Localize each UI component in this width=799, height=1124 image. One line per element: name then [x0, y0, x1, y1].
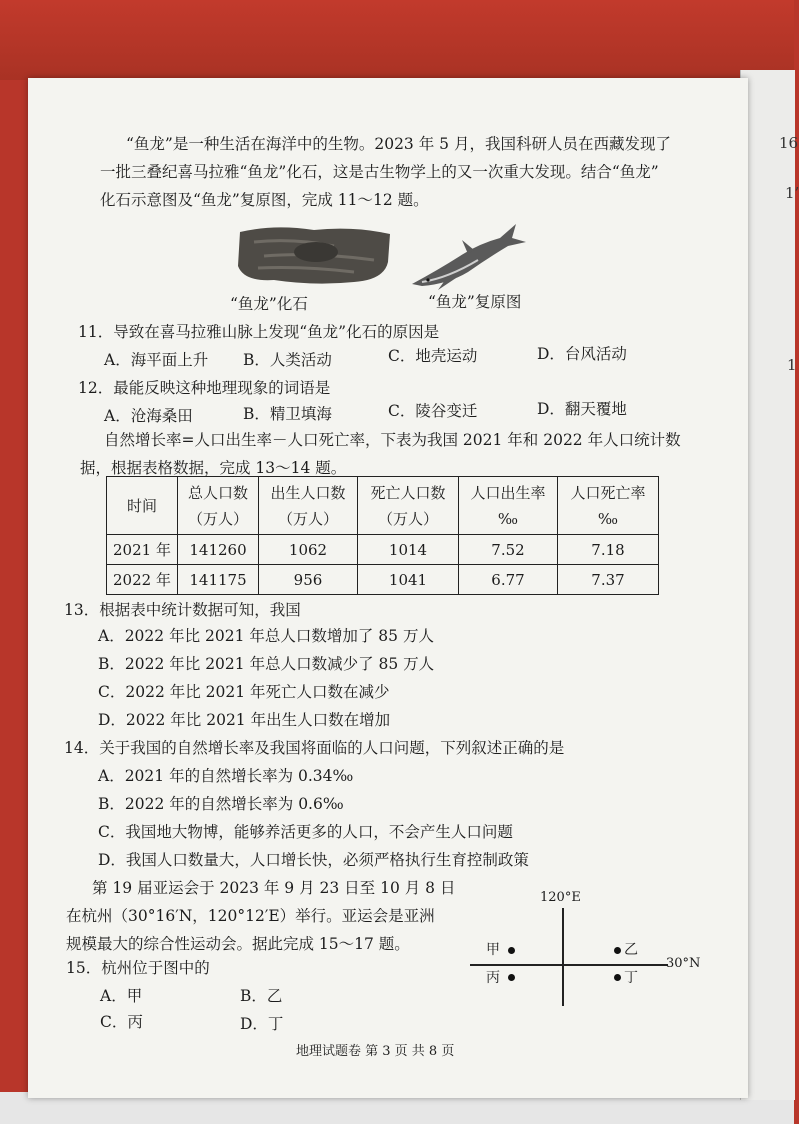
option-a[interactable]: A．2022 年比 2021 年总人口数增加了 85 万人 [98, 627, 434, 645]
intro-line: 据，根据表格数据，完成 13～14 题。 [80, 459, 347, 477]
table-cell: 1062 [259, 535, 358, 565]
header-cell: 人口死亡率 ‰ [558, 477, 659, 535]
latitude-label: 30°N [666, 956, 701, 971]
ichthyosaur-reconstruction-image [408, 218, 528, 292]
point-label-bing: 丙 [486, 970, 500, 986]
table-cell: 141260 [178, 535, 259, 565]
table-cell: 2021 年 [107, 535, 178, 565]
intro-line: 自然增长率=人口出生率－人口死亡率，下表为我国 2021 年和 2022 年人口统计数 [104, 431, 681, 449]
option-a[interactable]: A．2021 年的自然增长率为 0.34‰ [98, 767, 354, 785]
header-cell: 出生人口数 （万人） [259, 477, 358, 535]
reconstruction-caption: “鱼龙”复原图 [428, 293, 522, 311]
intro-line: 规模最大的综合性运动会。据此完成 15～17 题。 [66, 935, 410, 953]
intro-line: 一批三叠纪喜马拉雅“鱼龙”化石，这是古生物学上的又一次重大发现。结合“鱼龙” [100, 163, 659, 181]
option-d[interactable]: D．丁 [240, 1015, 284, 1033]
intro-line: 化石示意图及“鱼龙”复原图，完成 11～12 题。 [100, 191, 429, 209]
table-cell: 956 [259, 565, 358, 595]
adjacent-page [740, 70, 799, 1100]
option-d[interactable]: D．台风活动 [537, 345, 627, 363]
header-cell: 人口出生率 ‰ [459, 477, 558, 535]
page-footer: 地理试题卷 第 3 页 共 8 页 [296, 1044, 455, 1059]
table-header-row [107, 477, 659, 535]
header-cell: 死亡人口数 （万人） [358, 477, 459, 535]
meridian-line [562, 908, 564, 1006]
point-yi [614, 947, 621, 954]
option-c[interactable]: C．地壳运动 [388, 347, 478, 365]
point-ding [614, 974, 621, 981]
desk-background [0, 0, 794, 80]
edge-number: 1’ [785, 184, 799, 202]
edge-number: 1 [787, 356, 797, 374]
table-cell: 7.37 [558, 565, 659, 595]
option-c[interactable]: C．我国地大物博，能够养活更多的人口，不会产生人口问题 [98, 823, 513, 841]
option-d[interactable]: D．翻天覆地 [537, 400, 627, 418]
option-b[interactable]: B．2022 年的自然增长率为 0.6‰ [98, 795, 344, 813]
question-12-stem: 12．最能反映这种地理现象的词语是 [78, 379, 331, 397]
table-row [107, 535, 659, 565]
table-row [107, 565, 659, 595]
option-d[interactable]: D．我国人口数量大，人口增长快，必须严格执行生育控制政策 [98, 851, 529, 869]
table-cell: 6.77 [459, 565, 558, 595]
intro-line: “鱼龙”是一种生活在海洋中的生物。2023 年 5 月，我国科研人员在西藏发现了 [126, 135, 671, 153]
header-cell: 总人口数 （万人） [178, 477, 259, 535]
question-15-stem: 15．杭州位于图中的 [66, 959, 210, 977]
option-a[interactable]: A．甲 [100, 987, 143, 1005]
intro-line: 在杭州（30°16′N，120°12′E）举行。亚运会是亚洲 [66, 907, 435, 925]
lat-lon-grid-figure [470, 888, 700, 1006]
option-d[interactable]: D．2022 年比 2021 年出生人口数在增加 [98, 711, 391, 729]
point-label-jia: 甲 [486, 942, 500, 958]
table-cell: 7.52 [459, 535, 558, 565]
option-b[interactable]: B．人类活动 [243, 351, 332, 369]
point-bing [508, 974, 515, 981]
option-a[interactable]: A．沧海桑田 [104, 407, 193, 425]
table-cell: 1041 [358, 565, 459, 595]
table-cell: 141175 [178, 565, 259, 595]
question-13-stem: 13．根据表中统计数据可知，我国 [64, 601, 301, 619]
table-cell: 1014 [358, 535, 459, 565]
option-b[interactable]: B．2022 年比 2021 年总人口数减少了 85 万人 [98, 655, 435, 673]
option-c[interactable]: C．丙 [100, 1013, 143, 1031]
fossil-image [234, 222, 394, 288]
header-cell: 时间 [107, 477, 178, 535]
intro-line: 第 19 届亚运会于 2023 年 9 月 23 日至 10 月 8 日 [92, 879, 456, 897]
option-c[interactable]: C．陵谷变迁 [388, 402, 478, 420]
question-14-stem: 14．关于我国的自然增长率及我国将面临的人口问题，下列叙述正确的是 [64, 739, 565, 757]
parallel-line [470, 964, 668, 966]
point-label-yi: 乙 [624, 942, 638, 958]
fossil-caption: “鱼龙”化石 [230, 295, 308, 313]
option-c[interactable]: C．2022 年比 2021 年死亡人口数在减少 [98, 683, 390, 701]
option-a[interactable]: A．海平面上升 [104, 351, 209, 369]
population-table [106, 476, 659, 595]
point-jia [508, 947, 515, 954]
edge-number: 16 [779, 134, 799, 152]
option-b[interactable]: B．精卫填海 [243, 405, 332, 423]
table-cell: 2022 年 [107, 565, 178, 595]
table-cell: 7.18 [558, 535, 659, 565]
question-11-stem: 11．导致在喜马拉雅山脉上发现“鱼龙”化石的原因是 [78, 323, 440, 341]
longitude-label: 120°E [540, 890, 581, 905]
point-label-ding: 丁 [624, 970, 638, 986]
option-b[interactable]: B．乙 [240, 987, 283, 1005]
